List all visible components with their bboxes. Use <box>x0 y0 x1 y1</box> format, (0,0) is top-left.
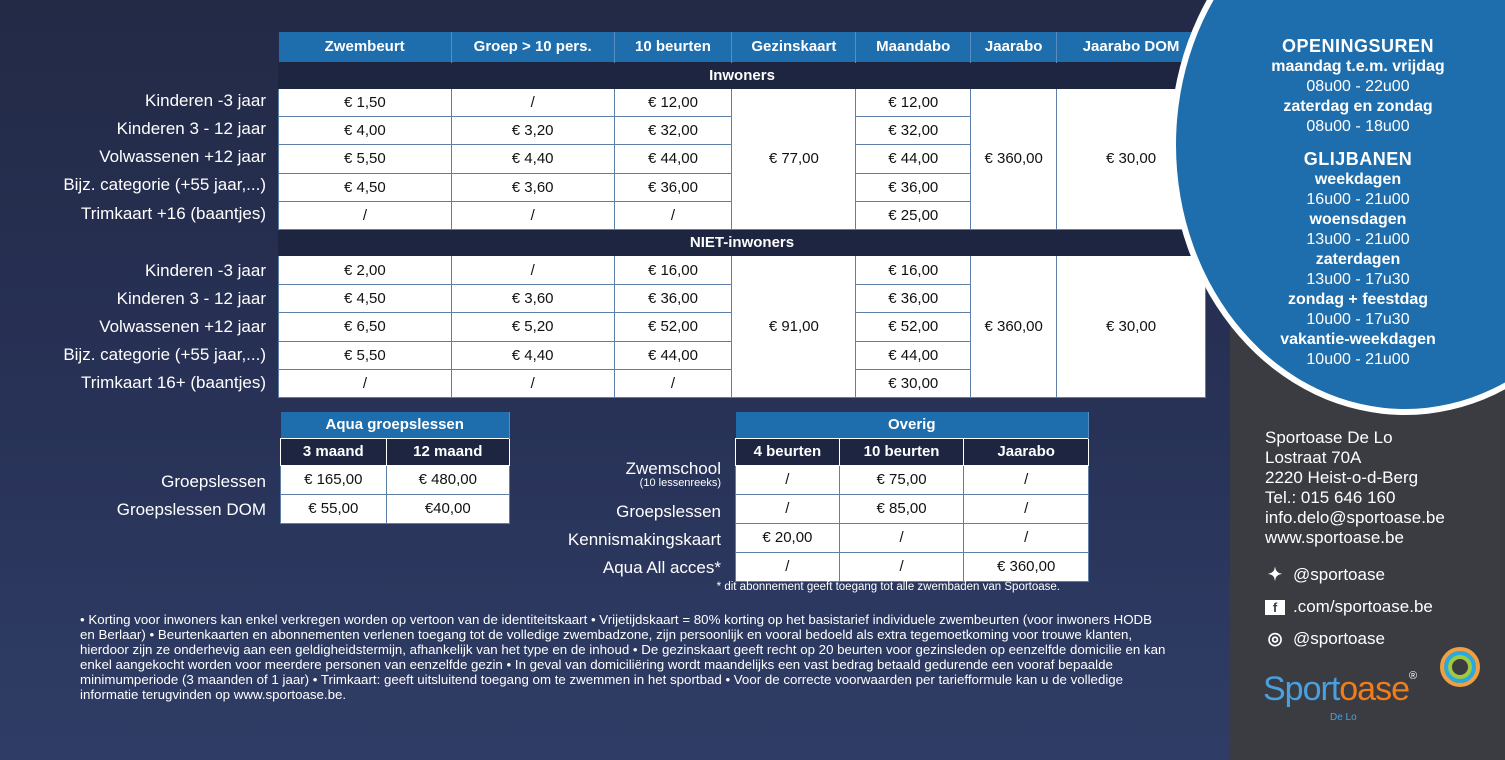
price-cell: € 16,00 <box>614 256 732 284</box>
row-label: Kennismakingskaart <box>567 530 721 549</box>
table-row <box>736 552 1089 581</box>
jaarabo-cell: € 360,00 <box>971 256 1057 398</box>
price-cell: € 3,60 <box>451 284 614 312</box>
logo-registered: ® <box>1409 670 1417 682</box>
table-row <box>281 494 510 523</box>
aqua-title: Aqua groepslessen <box>281 412 510 438</box>
price-cell: € 3,60 <box>451 173 614 201</box>
col-header: Jaarabo <box>964 438 1089 465</box>
col-header: Groep > 10 pers. <box>451 32 614 62</box>
price-cell: / <box>964 494 1089 523</box>
row-label: Bijz. categorie (+55 jaar,...) <box>63 345 266 364</box>
aqua-table <box>280 412 510 524</box>
contact-name: Sportoase De Lo <box>1265 428 1393 447</box>
logo-subtitle: De Lo <box>1330 712 1357 723</box>
price-cell: € 32,00 <box>856 116 971 144</box>
social-facebook[interactable] <box>1265 597 1433 617</box>
price-cell: € 165,00 <box>281 465 387 494</box>
row-label: Trimkaart 16+ (baantjes) <box>80 373 266 392</box>
price-cell: € 12,00 <box>614 88 732 116</box>
price-cell: / <box>736 465 840 494</box>
contact-web[interactable]: www.sportoase.be <box>1265 528 1404 547</box>
row-label: Groepslessen <box>616 502 721 521</box>
price-cell: € 6,50 <box>279 313 452 341</box>
row-label: Kinderen -3 jaar <box>145 91 266 110</box>
contact-tel: Tel.: 015 646 160 <box>1265 488 1396 507</box>
price-cell: € 44,00 <box>856 145 971 173</box>
price-cell: € 5,20 <box>451 313 614 341</box>
table-header <box>279 32 1206 62</box>
contact-street: Lostraat 70A <box>1265 448 1362 467</box>
hours-time: 16u00 - 21u00 <box>1306 191 1410 208</box>
price-cell: / <box>451 256 614 284</box>
price-cell: €40,00 <box>386 494 509 523</box>
jaarabo-cell: € 360,00 <box>971 88 1057 230</box>
price-cell: / <box>451 370 614 398</box>
row-label: Groepslessen DOM <box>116 500 266 519</box>
col-header: Jaarabo DOM <box>1057 32 1206 62</box>
instagram-handle: @sportoase <box>1293 629 1385 648</box>
col-header: 10 beurten <box>614 32 732 62</box>
sportoase-logo <box>1263 670 1416 709</box>
price-cell: € 4,50 <box>279 173 452 201</box>
row-label: Volwassenen +12 jaar <box>99 147 266 166</box>
hours-day: woensdagen <box>1309 211 1407 228</box>
table-row <box>279 256 1206 284</box>
hours-time: 08u00 - 18u00 <box>1306 118 1410 135</box>
hours-day: zaterdagen <box>1315 251 1401 268</box>
hours-day: weekdagen <box>1314 171 1402 188</box>
row-label: Aqua All acces* <box>602 558 721 577</box>
price-cell: € 44,00 <box>614 145 732 173</box>
col-header: 4 beurten <box>736 438 840 465</box>
instagram-icon: ◎ <box>1267 629 1283 648</box>
col-header: 12 maand <box>386 438 509 465</box>
price-cell: / <box>451 88 614 116</box>
table-row <box>736 523 1089 552</box>
twitter-handle: @sportoase <box>1293 565 1385 584</box>
footnote: • Korting voor inwoners kan enkel verkregen worden op vertoon van de identiteitskaart • Vrijetijdskaart = 80% korting op het basistarief individuele zwembeurten (voor inwoners HODB en Berlaar) • Beurtenkaarten en abonnementen verlenen toegang tot de volledige zwembadzone, zijn persoonlijk en vooral bedoeld als extra tegemoetkoming voor trouwe klanten, hierdoor zijn ze onderhevig aan een geldigheidstermijn, afhankelijk van het type en de inhoud • De gezinskaart geeft recht op 20 beurten voor gezinsleden op eenzelfde domicilie en kan enkel aangekocht worden voor meerdere personen van eenzelfde gezin • In geval van domiciliëring wordt maandelijks een vast bedrag betaald gedurende een vooraf bepaalde minimumperiode (3 maanden of 1 jaar) • Trimkaart: geeft uitsluitend toegang om te zwemmen in het sportbad • Voor de correcte voorwaarden per tariefformule kan u de volledige informatie terugvinden op www.sportoase.be. <box>80 612 1166 702</box>
overig-table <box>735 412 1089 582</box>
price-cell: / <box>736 552 840 581</box>
logo-text: Sport <box>1263 670 1340 708</box>
price-cell: € 2,00 <box>279 256 452 284</box>
price-cell: € 36,00 <box>856 173 971 201</box>
gezinskaart-cell: € 91,00 <box>732 256 856 398</box>
opening-hours <box>1238 36 1478 370</box>
price-cell: / <box>839 523 964 552</box>
price-cell: / <box>964 465 1089 494</box>
row-label: Volwassenen +12 jaar <box>99 317 266 336</box>
logo-swirl-icon <box>1440 647 1480 687</box>
price-cell: € 1,50 <box>279 88 452 116</box>
gezinskaart-cell: € 77,00 <box>732 88 856 230</box>
price-cell: € 480,00 <box>386 465 509 494</box>
price-cell: / <box>614 370 732 398</box>
price-cell: € 52,00 <box>856 313 971 341</box>
row-sublabel: (10 lessenreeks) <box>639 477 721 489</box>
section-title-niet-inwoners: NIET-inwoners <box>279 230 1206 256</box>
price-cell: / <box>451 202 614 230</box>
jaarabo-dom-cell: € 30,00 <box>1057 256 1206 398</box>
jaarabo-dom-cell: € 30,00 <box>1057 88 1206 230</box>
hours-time: 13u00 - 21u00 <box>1306 231 1410 248</box>
overig-title: Overig <box>736 412 1089 438</box>
price-cell: € 44,00 <box>856 341 971 369</box>
hours-day: zondag + feestdag <box>1287 291 1429 308</box>
logo-text: oase <box>1339 670 1409 708</box>
table-row <box>279 88 1206 116</box>
hours-time: 10u00 - 21u00 <box>1306 351 1410 368</box>
col-header: 3 maand <box>281 438 387 465</box>
price-cell: € 85,00 <box>839 494 964 523</box>
price-cell: / <box>964 523 1089 552</box>
price-cell: € 16,00 <box>856 256 971 284</box>
price-cell: € 30,00 <box>856 370 971 398</box>
price-cell: € 36,00 <box>614 173 732 201</box>
price-cell: / <box>614 202 732 230</box>
footnote-aqua: * dit abonnement geeft toegang tot alle zwembaden van Sportoase. <box>716 581 1060 593</box>
price-cell: / <box>839 552 964 581</box>
social-twitter[interactable] <box>1265 565 1385 585</box>
hours-time: 10u00 - 17u30 <box>1306 311 1410 328</box>
hours-time: 13u00 - 17u30 <box>1306 271 1410 288</box>
col-header: Maandabo <box>856 32 971 62</box>
col-header: Jaarabo <box>971 32 1057 62</box>
hours-day: maandag t.e.m. vrijdag <box>1271 58 1445 75</box>
hours-day: zaterdag en zondag <box>1283 98 1433 115</box>
price-cell: € 75,00 <box>839 465 964 494</box>
row-label: Groepslessen <box>161 472 266 491</box>
row-label: Kinderen 3 - 12 jaar <box>116 289 266 308</box>
row-label: Bijz. categorie (+55 jaar,...) <box>63 175 266 194</box>
contact-block <box>1265 428 1445 548</box>
row-label: Zwemschool <box>625 459 721 478</box>
col-header: 10 beurten <box>839 438 964 465</box>
hours-time: 08u00 - 22u00 <box>1306 78 1410 95</box>
price-cell: € 4,40 <box>451 145 614 173</box>
social-instagram[interactable] <box>1265 629 1385 649</box>
price-cell: € 36,00 <box>856 284 971 312</box>
price-cell: € 12,00 <box>856 88 971 116</box>
price-cell: € 55,00 <box>281 494 387 523</box>
main-price-table <box>278 32 1206 398</box>
price-cell: € 5,50 <box>279 341 452 369</box>
glijbanen-title: GLIJBANEN <box>1303 149 1413 169</box>
facebook-icon: f <box>1265 600 1285 615</box>
row-label: Trimkaart +16 (baantjes) <box>80 204 266 223</box>
contact-city: 2220 Heist-o-d-Berg <box>1265 468 1419 487</box>
row-label: Kinderen -3 jaar <box>145 261 266 280</box>
price-cell: € 52,00 <box>614 313 732 341</box>
price-cell: / <box>736 494 840 523</box>
price-cell: € 4,00 <box>279 116 452 144</box>
opening-hours-title: OPENINGSUREN <box>1281 36 1435 56</box>
price-cell: € 20,00 <box>736 523 840 552</box>
row-label: Kinderen 3 - 12 jaar <box>116 119 266 138</box>
price-cell: € 44,00 <box>614 341 732 369</box>
table-row <box>281 465 510 494</box>
price-cell: € 32,00 <box>614 116 732 144</box>
price-cell: € 5,50 <box>279 145 452 173</box>
price-cell: / <box>279 370 452 398</box>
twitter-icon: ✦ <box>1267 565 1283 584</box>
contact-email[interactable]: info.delo@sportoase.be <box>1265 508 1445 527</box>
col-header: Gezinskaart <box>732 32 856 62</box>
table-row <box>736 465 1089 494</box>
price-cell: € 36,00 <box>614 284 732 312</box>
price-cell: / <box>279 202 452 230</box>
table-row <box>736 494 1089 523</box>
price-cell: € 4,40 <box>451 341 614 369</box>
col-header: Zwembeurt <box>279 32 452 62</box>
price-cell: € 25,00 <box>856 202 971 230</box>
section-title-inwoners: Inwoners <box>279 62 1206 88</box>
price-cell: € 3,20 <box>451 116 614 144</box>
price-cell: € 360,00 <box>964 552 1089 581</box>
price-cell: € 4,50 <box>279 284 452 312</box>
hours-day: vakantie-weekdagen <box>1280 331 1436 348</box>
facebook-handle: .com/sportoase.be <box>1293 597 1433 616</box>
